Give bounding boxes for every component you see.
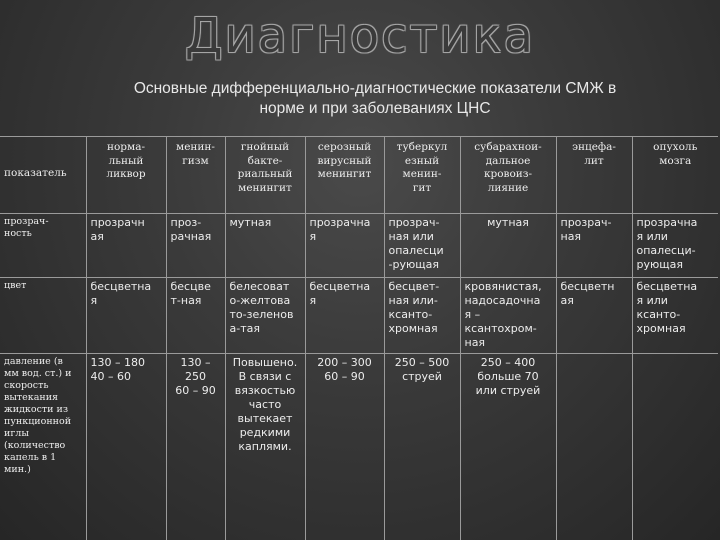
table-row (0, 214, 718, 278)
header-cell-tuberculous-meningitis: туберкул езный менин- гит (384, 137, 460, 214)
table-cell: прозрач- ная или опалесци -рующая (384, 214, 460, 278)
table-cell: бесцветна я (86, 278, 166, 354)
header-cell-encephalitis: энцефа- лит (556, 137, 632, 214)
table-cell: бесцве т-ная (166, 278, 225, 354)
diagnostic-table (0, 136, 718, 540)
table-cell: бесцвет- ная или- ксанто- хромная (384, 278, 460, 354)
row-label: цвет (0, 278, 86, 354)
table-cell: проз- рачная (166, 214, 225, 278)
row-label: давление (в мм вод. ст.) и скорость вытекания жидкости из пункционной иглы (количество капель в 1 мин.) (0, 354, 86, 540)
table-cell: прозрачн ая (86, 214, 166, 278)
table-cell: прозрач- ная (556, 214, 632, 278)
table-cell: прозрачна я (305, 214, 384, 278)
table-cell (556, 354, 632, 540)
table-cell: кровянистая, надосадочна я – ксантохром- ная (460, 278, 556, 354)
table-cell: прозрачна я или опалесци- рующая (632, 214, 718, 278)
table-header-row (0, 137, 718, 214)
header-cell-brain-tumor: опухоль мозга (632, 137, 718, 214)
table-cell (632, 354, 718, 540)
row-label: прозрач- ность (0, 214, 86, 278)
table-cell: 250 – 400 больше 70 или струей (460, 354, 556, 540)
header-cell-serous-meningitis: серозный вирусный менингит (305, 137, 384, 214)
table-cell: белесоват о-желтова то-зеленов а-тая (225, 278, 305, 354)
table-cell: бесцветн ая (556, 278, 632, 354)
table-cell: бесцветна я (305, 278, 384, 354)
table-row (0, 354, 718, 540)
table-cell: 200 – 300 60 – 90 (305, 354, 384, 540)
table-cell: 250 – 500 струей (384, 354, 460, 540)
slide-title: Диагностика (184, 8, 536, 64)
table-cell: мутная (225, 214, 305, 278)
header-cell-meningism: менин- гизм (166, 137, 225, 214)
header-cell-subarachnoid-hemorrhage: субарахнои- дальное кровоиз- лияние (460, 137, 556, 214)
header-cell-normal-csf: норма- льный ликвор (86, 137, 166, 214)
table-cell: мутная (460, 214, 556, 278)
subtitle-line-1: Основные дифференциально-диагностические показатели СМЖ в (133, 80, 617, 97)
subtitle-line-2: норме и при заболеваниях ЦНС (259, 100, 491, 117)
header-cell-purulent-meningitis: гнойный бакте- риальный менингит (225, 137, 305, 214)
table-cell: бесцветна я или ксанто- хромная (632, 278, 718, 354)
table-row (0, 278, 718, 354)
table-cell: Повышено. В связи с вязкостью часто вытекает редкими каплями. (225, 354, 305, 540)
table-cell: 130 – 250 60 – 90 (166, 354, 225, 540)
header-cell-indicator: показатель (0, 137, 86, 214)
slide-subtitle (55, 79, 695, 119)
table-cell: 130 – 180 40 – 60 (86, 354, 166, 540)
